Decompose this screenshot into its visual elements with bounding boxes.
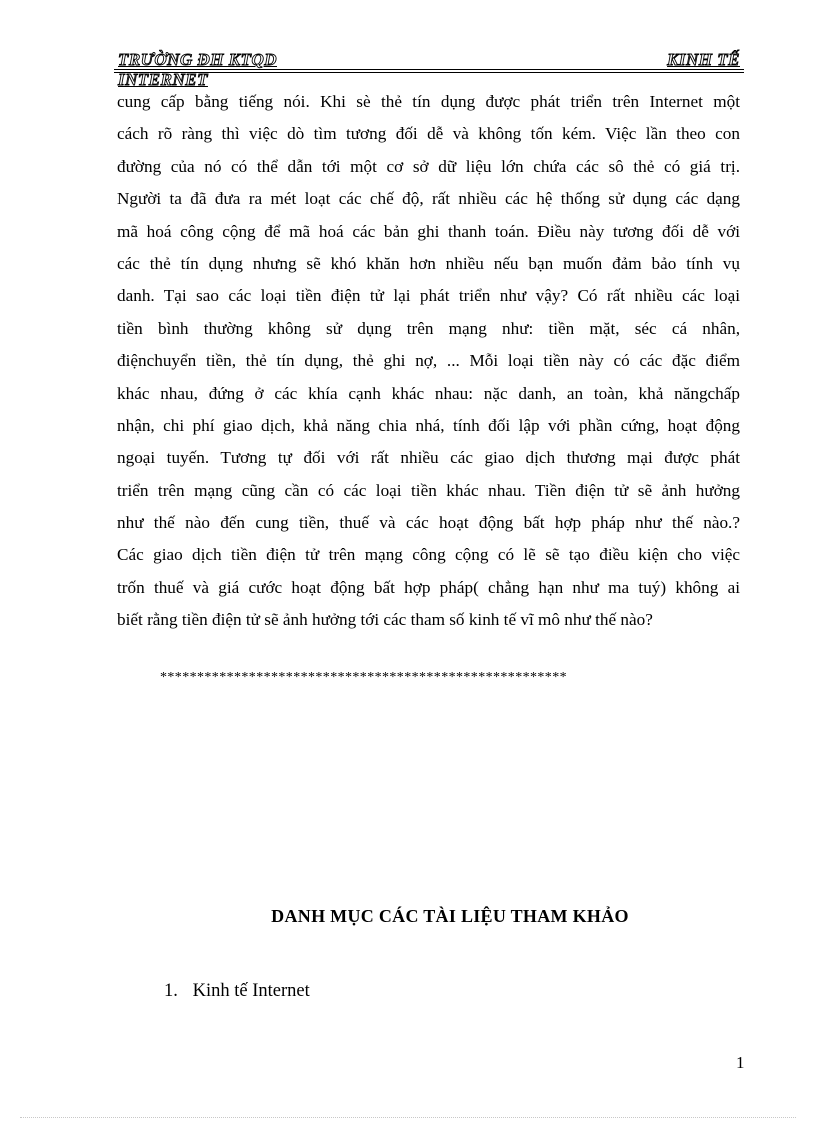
body-line: điệnchuyển tiền, thẻ tín dụng, thẻ ghi nợ, ... Mỗi loại tiền này có các đặc điểm xyxy=(117,351,740,371)
header-subtitle: INTERNET xyxy=(118,70,208,89)
body-line: đường của nó có thể dẫn tới một cơ sở dữ liệu lớn chứa các sô thẻ có giá trị. xyxy=(117,156,740,176)
body-line: ngoại tuyến. Tương tự đối với rất nhiều các giao dịch thương mại được phát xyxy=(117,448,740,468)
body-line: như thế nào đến cung tiền, thuế và các hoạt động bất hợp pháp như thế nào.? xyxy=(117,513,740,533)
reference-item xyxy=(164,981,310,1002)
body-line: mã hoá công cộng để mã hoá các bản ghi thanh toán. Điều này tương đối dễ với xyxy=(117,221,740,241)
references-title: DANH MỤC CÁC TÀI LIỆU THAM KHẢO xyxy=(271,906,629,926)
page-bottom-edge xyxy=(20,1117,796,1118)
body-line: danh. Tại sao các loại tiền điện tử lại phát triển như vậy? Có rất nhiều các loại xyxy=(117,286,740,306)
header-school-name: TRƯỜNG ĐH KTQD xyxy=(118,50,278,69)
body-line: biết rằng tiền điện tử sẽ ảnh hưởng tới các tham số kinh tế vĩ mô như thế nào? xyxy=(117,610,653,630)
header-rule xyxy=(114,69,744,73)
body-line: Các giao dịch tiền điện tử trên mạng công cộng có lẽ sẽ tạo điều kiện cho việc xyxy=(117,545,740,565)
body-line: triển trên mạng cũng cần có các loại tiền khác nhau. Tiền điện tử sẽ ảnh hưởng xyxy=(117,480,740,500)
body-line: khác nhau, đứng ở các khía cạnh khác nhau: nặc danh, an toàn, khả năngchấp xyxy=(117,383,740,403)
body-line: các thẻ tín dụng nhưng sẽ khó khăn hơn nhiều nếu bạn muốn đảm bảo tính vụ xyxy=(117,253,740,273)
reference-text: Kinh tế Internet xyxy=(192,981,310,1001)
section-separator: ******************************************************* xyxy=(160,670,567,685)
body-line: nhận, chi phí giao dịch, khả năng chia nhá, tính đối lập với phần cứng, hoạt động xyxy=(117,415,740,435)
reference-number: 1. xyxy=(164,981,178,1001)
body-line: trốn thuế và giá cước hoạt động bất hợp pháp( chẳng hạn như ma tuý) không ai xyxy=(117,577,740,597)
body-line: cung cấp bằng tiếng nói. Khi sè thẻ tín dụng được phát triển trên Internet một xyxy=(117,92,740,111)
page-number: 1 xyxy=(736,1053,745,1072)
body-paragraph xyxy=(117,86,740,637)
header-subject: KINH TẾ xyxy=(667,50,740,69)
body-line: Người ta đã đưa ra mét loạt các chế độ, rất nhiều các hệ thống sử dụng các dạng xyxy=(117,189,740,209)
body-line: tiền bình thường không sử dụng trên mạng như: tiền mặt, séc cá nhân, xyxy=(117,318,740,338)
body-line: cách rõ ràng thì việc dò tìm tương đối dễ và không tốn kém. Việc lần theo con xyxy=(117,124,740,144)
